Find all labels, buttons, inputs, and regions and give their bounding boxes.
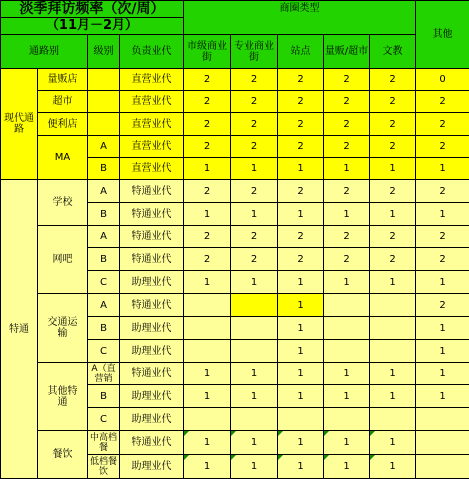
table-row (1, 69, 469, 91)
value-cell: 1 (324, 455, 370, 479)
value-cell (324, 408, 370, 431)
value-cell: 2 (278, 180, 324, 203)
col-header: 文教 (370, 35, 416, 69)
value-cell: 2 (370, 113, 416, 136)
channel-cell: 餐饮 (38, 431, 88, 479)
value-cell: 0 (416, 69, 469, 91)
value-cell: 1 (370, 363, 416, 385)
value-cell: 2 (231, 248, 278, 271)
value-cell: 1 (231, 203, 278, 226)
table-row (1, 180, 469, 203)
level-cell: C (88, 271, 120, 294)
level-cell: B (88, 385, 120, 408)
value-cell: 1 (184, 455, 231, 479)
channel-cell: 学校 (38, 180, 88, 226)
value-cell: 1 (231, 158, 278, 180)
value-cell: 2 (231, 136, 278, 158)
agent-cell: 特通业代 (120, 226, 184, 248)
value-cell: 1 (278, 203, 324, 226)
value-cell: 1 (231, 385, 278, 408)
table-row (1, 363, 469, 385)
value-cell: 1 (184, 203, 231, 226)
value-cell: 1 (184, 431, 231, 455)
value-cell: 1 (416, 385, 469, 408)
agent-header: 负责业代 (120, 35, 184, 69)
level-cell: B (88, 317, 120, 340)
value-cell: 2 (416, 180, 469, 203)
level-cell (88, 113, 120, 136)
agent-cell: 助理业代 (120, 317, 184, 340)
value-cell: 1 (324, 271, 370, 294)
value-cell: 2 (184, 180, 231, 203)
agent-cell: 助理业代 (120, 385, 184, 408)
table-row (1, 294, 469, 317)
level-cell: B (88, 248, 120, 271)
value-cell: 2 (324, 136, 370, 158)
shangquan-header: 商圈类型 (184, 1, 416, 35)
value-cell: 2 (231, 226, 278, 248)
value-cell: 2 (278, 248, 324, 271)
value-cell: 1 (184, 271, 231, 294)
value-cell (278, 408, 324, 431)
group-label-special: 特通 (1, 180, 38, 479)
value-cell: 1 (370, 455, 416, 479)
channel-cell: MA (38, 136, 88, 180)
value-cell: 2 (184, 248, 231, 271)
value-cell (416, 455, 469, 479)
table-row (1, 431, 469, 455)
value-cell: 2 (278, 226, 324, 248)
value-cell: 2 (278, 69, 324, 91)
value-cell: 1 (278, 385, 324, 408)
value-cell (416, 431, 469, 455)
agent-cell: 直营业代 (120, 69, 184, 91)
value-cell (184, 340, 231, 363)
value-cell: 2 (231, 113, 278, 136)
level-cell: A (88, 226, 120, 248)
value-cell: 2 (416, 226, 469, 248)
value-cell: 2 (278, 136, 324, 158)
agent-cell: 特通业代 (120, 180, 184, 203)
value-cell (370, 340, 416, 363)
value-cell (324, 340, 370, 363)
value-cell (370, 294, 416, 317)
value-cell: 2 (324, 226, 370, 248)
value-cell: 2 (370, 91, 416, 113)
value-cell: 1 (278, 431, 324, 455)
agent-cell: 直营业代 (120, 158, 184, 180)
level-cell: A (88, 136, 120, 158)
value-cell (324, 317, 370, 340)
agent-cell: 助理业代 (120, 455, 184, 479)
value-cell: 1 (324, 385, 370, 408)
agent-cell: 直营业代 (120, 91, 184, 113)
value-cell: 1 (416, 203, 469, 226)
level-cell: 中高档餐 (88, 431, 120, 455)
qita-header: 其他 (416, 1, 469, 69)
value-cell: 1 (184, 158, 231, 180)
value-cell: 2 (184, 91, 231, 113)
value-cell: 1 (324, 158, 370, 180)
agent-cell: 助理业代 (120, 340, 184, 363)
title-line1: 淡季拜访频率（次/周） (1, 1, 184, 18)
value-cell (370, 408, 416, 431)
value-cell: 1 (231, 431, 278, 455)
value-cell (184, 294, 231, 317)
value-cell: 2 (324, 180, 370, 203)
level-cell: A（直营销 (88, 363, 120, 385)
value-cell: 1 (231, 455, 278, 479)
value-cell: 2 (184, 226, 231, 248)
value-cell: 1 (231, 271, 278, 294)
col-header: 站点 (278, 35, 324, 69)
agent-cell: 特通业代 (120, 431, 184, 455)
channel-cell: 其他特通 (38, 363, 88, 431)
title-line2: （11月－2月） (1, 18, 184, 35)
col-header: 专业商业街 (231, 35, 278, 69)
value-cell: 1 (278, 271, 324, 294)
value-cell: 1 (324, 363, 370, 385)
table-row (1, 226, 469, 248)
value-cell: 1 (416, 340, 469, 363)
value-cell: 1 (370, 271, 416, 294)
value-cell: 2 (370, 69, 416, 91)
value-cell: 2 (184, 113, 231, 136)
value-cell (231, 408, 278, 431)
value-cell: 2 (231, 180, 278, 203)
value-cell: 1 (324, 203, 370, 226)
level-cell: A (88, 294, 120, 317)
value-cell: 2 (370, 136, 416, 158)
channel-cell: 交通运输 (38, 294, 88, 363)
agent-cell: 特通业代 (120, 203, 184, 226)
value-cell: 2 (184, 69, 231, 91)
value-cell (324, 294, 370, 317)
value-cell (184, 408, 231, 431)
value-cell: 1 (370, 431, 416, 455)
value-cell: 2 (324, 113, 370, 136)
value-cell: 1 (278, 455, 324, 479)
table-row (1, 113, 469, 136)
agent-cell: 直营业代 (120, 136, 184, 158)
col-header: 市级商业街 (184, 35, 231, 69)
value-cell: 1 (184, 385, 231, 408)
agent-cell: 助理业代 (120, 271, 184, 294)
value-cell: 2 (231, 91, 278, 113)
value-cell-highlight (231, 294, 278, 317)
value-cell: 2 (370, 248, 416, 271)
agent-cell: 助理业代 (120, 408, 184, 431)
level-cell: A (88, 180, 120, 203)
level-cell: C (88, 340, 120, 363)
value-cell-highlight: 1 (278, 294, 324, 317)
table-row (1, 136, 469, 158)
value-cell: 1 (278, 340, 324, 363)
value-cell: 1 (278, 363, 324, 385)
value-cell: 2 (184, 136, 231, 158)
value-cell: 1 (370, 158, 416, 180)
value-cell: 1 (370, 203, 416, 226)
channel-cell: 超市 (38, 91, 88, 113)
agent-cell: 特通业代 (120, 248, 184, 271)
value-cell: 1 (278, 158, 324, 180)
agent-cell: 特通业代 (120, 294, 184, 317)
value-cell: 2 (278, 113, 324, 136)
value-cell (184, 317, 231, 340)
channel-cell: 量贩店 (38, 69, 88, 91)
value-cell (231, 317, 278, 340)
value-cell: 1 (324, 431, 370, 455)
table-row (1, 91, 469, 113)
value-cell: 1 (231, 363, 278, 385)
value-cell: 2 (231, 69, 278, 91)
value-cell (416, 408, 469, 431)
level-cell: C (88, 408, 120, 431)
value-cell: 2 (370, 180, 416, 203)
agent-cell: 特通业代 (120, 363, 184, 385)
value-cell: 2 (416, 91, 469, 113)
value-cell: 2 (416, 294, 469, 317)
level-cell (88, 91, 120, 113)
value-cell: 1 (416, 158, 469, 180)
value-cell: 2 (416, 113, 469, 136)
level-cell: B (88, 158, 120, 180)
group-label-modern: 现代通路 (1, 69, 38, 180)
agent-cell: 直营业代 (120, 113, 184, 136)
value-cell: 1 (416, 363, 469, 385)
value-cell: 1 (416, 271, 469, 294)
level-cell: B (88, 203, 120, 226)
value-cell: 2 (416, 248, 469, 271)
value-cell: 2 (324, 91, 370, 113)
level-cell (88, 69, 120, 91)
value-cell: 1 (370, 385, 416, 408)
level-header: 级别 (88, 35, 120, 69)
value-cell: 1 (416, 317, 469, 340)
channel-cell: 便利店 (38, 113, 88, 136)
value-cell (370, 317, 416, 340)
value-cell: 2 (278, 91, 324, 113)
value-cell: 1 (184, 363, 231, 385)
value-cell: 2 (416, 136, 469, 158)
channel-cell: 网吧 (38, 226, 88, 294)
value-cell: 1 (278, 317, 324, 340)
value-cell (231, 340, 278, 363)
value-cell: 2 (324, 248, 370, 271)
route-header: 通路别 (1, 35, 88, 69)
level-cell: 低档餐饮 (88, 455, 120, 479)
value-cell: 2 (370, 226, 416, 248)
value-cell: 2 (324, 69, 370, 91)
col-header: 量贩/超市 (324, 35, 370, 69)
